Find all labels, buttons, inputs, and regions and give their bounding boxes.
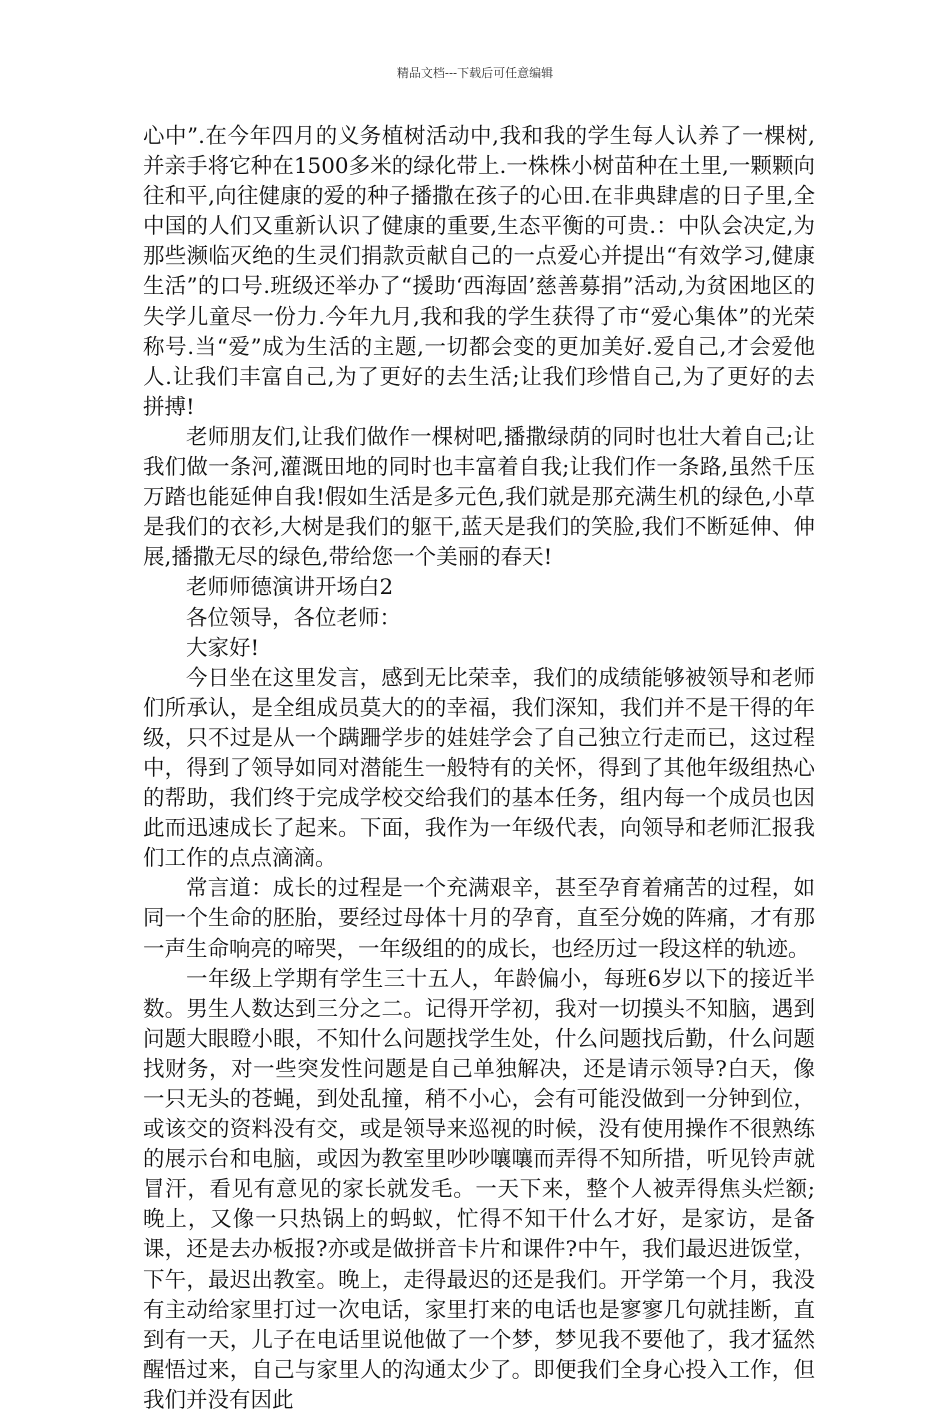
paragraph: 一年级上学期有学生三十五人，年龄偏小，每班6岁以下的接近半数。男生人数达到三分之二。记得开学初，我对一切摸头不知脑，遇到问题大眼瞪小眼，不知什么问题找学生处，什么问题找后勤，什么问题找财务，对一些突发性问题是自己单独解决，还是请示领导?白天，像一只无头的苍蝇，到处乱撞，稍不小心，会有可能没做到一分钟到位，或该交的资料没有交，或是领导来巡视的时候，没有使用操作不很熟练的展示台和电脑，或因为教室里吵吵嚷嚷而弄得不知所措，听见铃声就冒汗，看见有意见的家长就发毛。一天下来，整个人被弄得焦头烂额;晚上，又像一只热锅上的蚂蚁，忙得不知干什么才好，是家访，是备课，还是去办板报?亦或是做拼音卡片和课件?中午，我们最迟进饭堂，下午，最迟出教室。晚上，走得最迟的还是我们。开学第一个月，我没有主动给家里打过一次电话，家里打来的电话也是寥寥几句就挂断，直到有一天，儿子在电话里说他做了一个梦，梦见我不要他了，我才猛然醒悟过来，自己与家里人的沟通太少了。即便我们全身心投入工作，但我们并没有因此: [143, 966, 815, 1413]
section-title: 老师师德演讲开场白2: [186, 575, 394, 601]
paragraph-continued: 心中”.在今年四月的义务植树活动中,我和我的学生每人认养了一棵树,并亲手将它种在1500多米的绿化带上.一株株小树苗种在土里,一颗颗向往和平,向往健康的爱的种子播撒在孩子的心田.在非典肆虐的日子里,全中国的人们又重新认识了健康的重要,生态平衡的可贵.：中队会决定,为那些濒临灭绝的生灵们捐款贡献自己的一点爱心并提出“有效学习,健康生活”的口号.班级还举办了“援助‘西海固’慈善募捐”活动,为贫困地区的失学儿童尽一份力.今年九月,我和我的学生获得了市“爱心集体”的光荣称号.当“爱”成为生活的主题,一切都会变的更加美好.爱自己,才会爱他人.让我们丰富自己,为了更好的去生活;让我们珍惜自己,为了更好的去拼搏!: [143, 124, 815, 420]
page-header: 精品文档---下载后可任意编辑: [396, 66, 554, 80]
salutation: 各位领导，各位老师：: [186, 605, 402, 631]
document-body: [143, 122, 815, 1416]
greeting: 大家好!: [186, 635, 260, 661]
paragraph: 今日坐在这里发言，感到无比荣幸，我们的成绩能够被领导和老师们所承认，是全组成员莫大的的幸福，我们深知，我们并不是干得的年级，只不过是从一个蹒跚学步的娃娃学会了自己独立行走而已，这过程中，得到了领导如同对潜能生一般特有的关怀，得到了其他年级组热心的帮助，我们终于完成学校交给我们的基本任务，组内每一个成员也因此而迅速成长了起来。下面，我作为一年级代表，向领导和老师汇报我们工作的点点滴滴。: [143, 665, 815, 872]
paragraph: 老师朋友们,让我们做作一棵树吧,播撒绿荫的同时也壮大着自己;让我们做一条河,灌溉田地的同时也丰富着自我;让我们作一条路,虽然千压万踏也能延伸自我!假如生活是多元色,我们就是那充满生机的绿色,小草是我们的衣衫,大树是我们的躯干,蓝天是我们的笑脸,我们不断延伸、伸展,播撒无尽的绿色,带给您一个美丽的春天!: [143, 424, 815, 571]
paragraph: 常言道：成长的过程是一个充满艰辛，甚至孕育着痛苦的过程，如同一个生命的胚胎，要经过母体十月的孕育，直至分娩的阵痛，才有那一声生命响亮的啼哭，一年级组的的成长，也经历过一段这样的轨迹。: [143, 876, 815, 962]
